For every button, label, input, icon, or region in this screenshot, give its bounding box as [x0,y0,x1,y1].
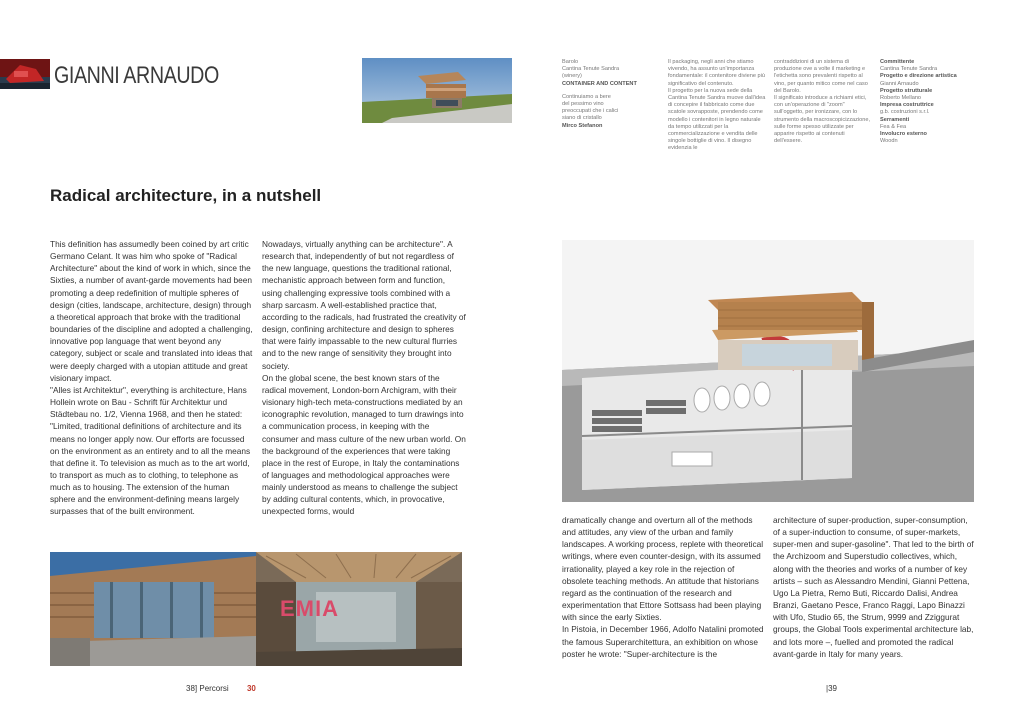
project-line: Cantina Tenute Sandra [562,66,620,73]
sidebar-credits [880,59,980,145]
credit-label: Progetto strutturale [880,87,933,94]
folio-divider: ] [194,684,200,693]
sidebar-paragraph: Il progetto per la nuova sede della Cantina Tenute Sandra muove dall'idea di concepire il fabbricato come due scatole sovrapposte, prendendo come modello i contenitori in legno naturale da tempo utilizzati per la commercializzazione e vendita delle singole bottiglie di vino. Il disegno evidenzia le [668,87,766,152]
sidebar-heading: CONTAINER AND CONTENT [562,80,637,87]
header-photo-building [362,58,512,123]
article-title: Radical architecture, in a nutshell [50,186,322,205]
left-column-1 [50,238,253,518]
author-name: GIANNI ARNAUDO [54,62,219,89]
folio-divider: | [826,684,829,693]
paragraph: In Pistoia, in December 1966, Adolfo Natalini promoted the famous Superarchitettura, an exhibition on whose poster he wrote: "Super-architecture is the [562,624,764,659]
sidebar-col-3 [774,59,874,145]
paragraph: "Alles ist Architektur", everything is architecture, Hans Hollein wrote on Bau - Schrift für Architektur und Städtebau no. 1/2, Vienna 1968, and then he stated: "Limited, traditional definitions of architecture and its means no longer apply now. Our efforts are focussed on the environment as an entirety and to all the means that define it. To television as much as to the art world, to transport as much as to clothing, to telephone as much as to housing. The extension of the human sphere and the environment-defining means largely surpasses that of the built environment. [50,384,251,517]
page-number: 38 [186,684,195,693]
wall-sign-text: EMIA [280,596,339,621]
bottom-photo-interior [256,552,462,666]
bottom-photo-facade [50,552,256,666]
credit-value: Roberto Mellano [880,95,922,102]
paragraph: On the global scene, the best known stars of the radical movement, London-born Archigram, with their visionary high-tech meta-constructions mediated by an iconographic revolution, managed to turn drawings into a communication process, in keeping with the consumer and mass culture of the new urban world. On the background of the experiences that were taking place in the rest of Europe, in Italy the contaminations of languages and methodological approaches were mainly understood as means to challenge the subject by adding cultural contents, which, in provocative, unexpected forms, would [262,372,466,517]
issue-number: 30 [246,684,256,693]
quote-line: del pessimo vino [562,101,604,108]
sidebar-paragraph: Il significato introduce a richiami etici, con un'operazione di "zoom" sull'oggetto, per ironizzare, con lo strumento della macroscopicizzazione, sulle forme spesso utilizzate per apparire rispetto ai contenuti dell'essere. [774,95,871,145]
paragraph: This definition has assumedly been coined by art critic Germano Celant. It was him who spoke of "Radical Architecture" about the kind of work in which, since the Sixties, a number of avant-garde movements had been promoting a deep redefinition of multiple spheres of design (cities, landscape, architecture, design) through a theoretical approach that broke with the traditional boundaries of the discipline and adopted a challenging, innovative pop language that went beyond any category, subject or scale and translated into ideas that were deeply charged with a utopian attitude and great visionary impact. [50,239,253,383]
section-render-image [562,240,974,502]
author-logo-image [0,59,50,89]
paragraph: architecture of super-production, super-consumption, of a super-induction to consume, of super-markets, super-men and super-gasoline". That led to the birth of the Archizoom and Superstudio collectives, which, along with the theories and works of a number of key artists – such as Alessandro Mendini, Gianni Pettena, Ugo La Pietra, Remo Buti, Riccardo Dalisi, Andrea Branzi, Gaetano Pesce, Franco Raggi, Lapo Binazzi with Ufo, Studio 65, the Strum, 9999 and Zziggurat groups, the Global Tools experimental architecture lab, and lots more –, fuelled and promoted the radical avant-garde in Italy for many years. [773,515,974,659]
sidebar-paragraph: contraddizioni di un sistema di produzione ove a volte il marketing e l'etichetta sono prevalenti rispetto al vino, per quanto mitico come nel caso del Barolo. [774,59,868,94]
project-line: (winery) [562,73,582,80]
credit-label: Progetto e direzione artistica [880,73,957,80]
credit-value: Gianni Arnaudo [880,80,919,87]
credit-label: Committente [880,59,915,65]
page-number: 39 [828,684,837,693]
left-folio [186,684,256,693]
paragraph: Nowadays, virtually anything can be architecture". A research that, independently of but not regardless of the new language, questions the traditional rational, mechanistic approach between form and function, using challenging expressive tools combined with a sharp sarcasm. A well-established practice that, according to the radicals, had frustrated the creativity of design, confining architecture and design to spheres that were fairly impassable to the new cultural flurries and to the new range of sensitivity they brought into society. [262,239,466,371]
credit-value: Fea & Fea [880,123,907,130]
credit-value: g.b. costruzioni s.r.l. [880,109,930,116]
right-column-2 [773,514,975,660]
quote-line: preoccupati che i calici [562,108,619,115]
credit-value: Woodn [880,138,898,145]
sidebar-paragraph: Il packaging, negli anni che stiamo vivendo, ha assunto un'importanza fondamentale: il contenitore diviene più significativo del contenuto. [668,59,766,87]
credit-value: Cantina Tenute Sandra [880,66,938,73]
credit-label: Serramenti [880,116,910,123]
sidebar-col-2 [668,59,768,153]
right-folio [826,684,837,693]
paragraph: dramatically change and overturn all of the methods and attitudes, any view of the urban and family landscapes. A working process, replete with theoretical writings, where even counter-design, with its assumed irrationality, played a key role in the rejection of obsolete teaching methods. An attitude that historians regard as the continuation of the research and experimentation that Ettore Sottsass had been playing with since the early Sixties. [562,515,764,623]
right-column-1 [562,514,764,660]
left-column-2 [262,238,466,518]
credit-label: Involucro esterno [880,131,927,138]
sidebar-col-1 [562,59,662,130]
quote-line: Continuiamo a bere [562,93,611,100]
project-line: Barolo [562,59,579,65]
quote-author: Mirco Stefanon [562,122,603,129]
credit-label: Impresa costruttrice [880,102,934,109]
quote-line: siano di cristallo [562,115,602,122]
section-name: Percorsi [199,684,229,693]
